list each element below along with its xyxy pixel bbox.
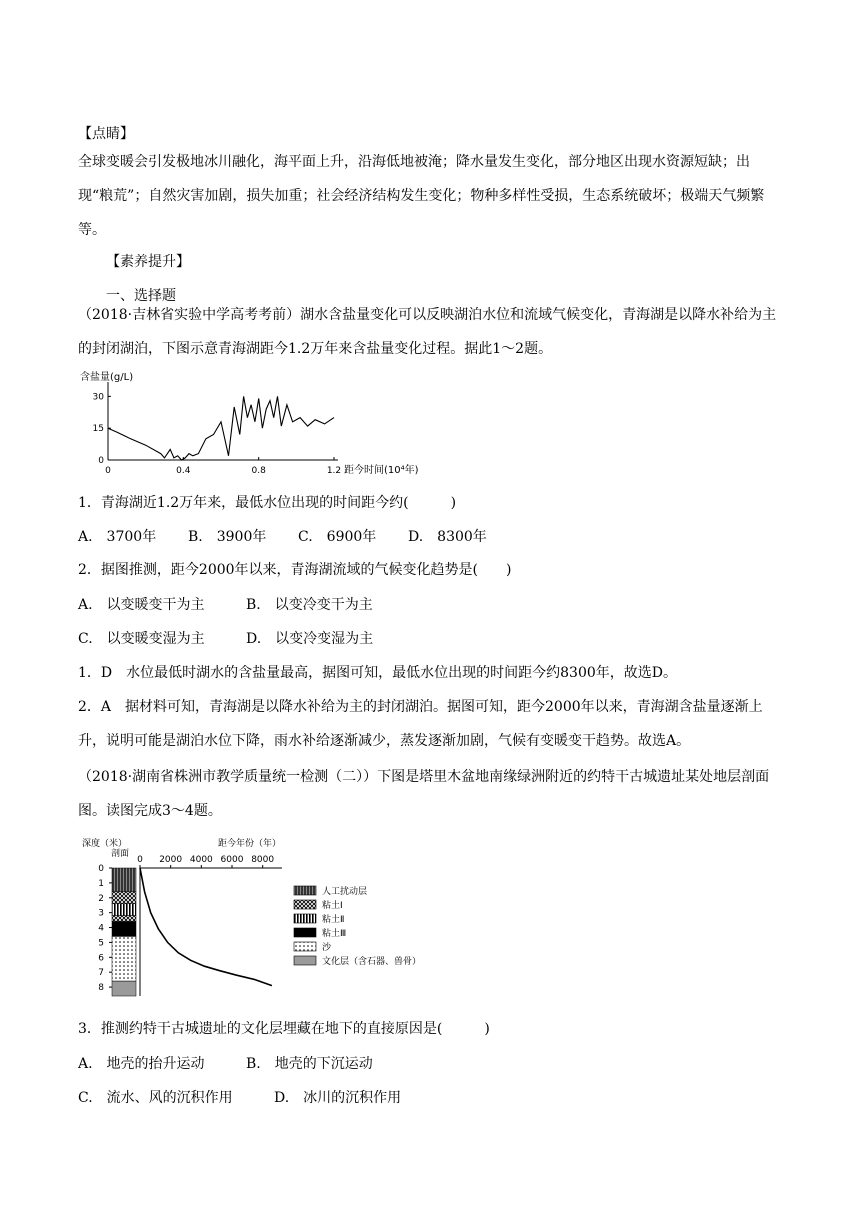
- chart2-legend-label: 文化层（含石器、兽骨）: [322, 957, 422, 967]
- q3-option-a: A. 地壳的抬升运动: [78, 1056, 205, 1072]
- q3-options-row2: [78, 1081, 784, 1115]
- chart2-y-tick-label: 5: [98, 938, 104, 949]
- chart1-salinity-line: [108, 396, 334, 460]
- chart2-y-tick-label: 4: [98, 923, 104, 934]
- chart2-profile-label: 剖面: [111, 849, 130, 859]
- chart2-legend-label: 粘土Ⅰ: [322, 901, 343, 911]
- chart1-x-tick-label: 0.4: [176, 466, 191, 476]
- chart2-legend-label: 沙: [322, 943, 332, 953]
- chart2-x-tick-label: 6000: [220, 855, 244, 865]
- chart2-profile-layer: [112, 936, 136, 981]
- chart2-legend-swatch: [294, 942, 316, 951]
- tip-heading: 【点睛】: [78, 126, 134, 142]
- q1-option-b: B. 3900年: [188, 529, 267, 545]
- section-heading: 【素养提升】: [106, 254, 190, 270]
- q1-options: [78, 520, 784, 554]
- chart2-x-tick-label: 8000: [251, 855, 275, 865]
- chart2-ylabel: 深度（米）: [82, 839, 128, 849]
- q2-option-b: B. 以变冷变干为主: [246, 597, 373, 613]
- salinity-chart: [78, 368, 438, 478]
- q2-options-row1: [78, 588, 784, 622]
- chart2-legend-swatch: [294, 928, 316, 937]
- chart2-profile-layer: [112, 892, 136, 904]
- answer-2: 2．A 据材料可知，青海湖是以降水补给为主的封闭湖泊。据图可知，距今2000年以来，青海湖含盐量逐渐上升，说明可能是湖泊水位下降，雨水补给逐渐减少，蒸发逐渐加剧，气候有变暖变干趋势。故选A。: [78, 699, 763, 749]
- stratigraphic-profile-chart: [78, 832, 458, 1007]
- q3-option-c: C. 流水、风的沉积作用: [78, 1090, 233, 1106]
- chart2-profile-layer: [112, 922, 136, 937]
- chart2-legend-swatch: [294, 900, 316, 909]
- q2-option-c: C. 以变暖变湿为主: [78, 631, 205, 647]
- chart2-y-tick-label: 0: [98, 864, 104, 874]
- chart2-legend-swatch: [294, 886, 316, 895]
- chart2-legend-label: 粘土Ⅱ: [322, 915, 345, 925]
- q2-option-d: D. 以变冷变湿为主: [246, 631, 374, 647]
- chart2-x-tick-label: 0: [137, 855, 143, 865]
- chart2-profile-layer: [112, 904, 136, 916]
- chart2-y-tick-label: 8: [98, 983, 104, 994]
- q3-option-d: D. 冰川的沉积作用: [274, 1090, 402, 1106]
- q3-stem: 3．推测约特干古城遗址的文化层埋藏在地下的直接原因是( ): [78, 1021, 490, 1037]
- chart2-y-tick-label: 6: [98, 953, 104, 964]
- chart2-legend-label: 粘土Ⅲ: [322, 929, 347, 939]
- q2-stem: 2．据图推测，距今2000年以来，青海湖流域的气候变化趋势是( ): [78, 562, 512, 578]
- chart2-title: 距今年份（年）: [218, 839, 282, 849]
- chart1-x-tick-label: 0.8: [251, 466, 266, 476]
- q3-option-b: B. 地壳的下沉运动: [246, 1056, 373, 1072]
- chart2-y-tick-label: 2: [98, 893, 104, 904]
- q3-options-row1: [78, 1047, 784, 1081]
- chart2-x-tick-label: 2000: [159, 855, 183, 865]
- chart1-y-tick-label: 30: [92, 392, 104, 403]
- section-subheading: 一、选择题: [106, 288, 176, 304]
- chart1-x-tick-label: 0: [105, 466, 111, 476]
- chart2-legend-swatch: [294, 956, 316, 965]
- chart2-profile-layer: [112, 916, 136, 922]
- chart2-y-tick-label: 1: [98, 878, 104, 889]
- chart2-profile-layer: [112, 981, 136, 996]
- chart1-ylabel: 含盐量(g/L): [80, 372, 134, 383]
- q2-option-a: A. 以变暖变干为主: [78, 597, 205, 613]
- q1-option-c: C. 6900年: [298, 529, 377, 545]
- chart1-x-tick-label: 1.2: [326, 466, 342, 476]
- q1-option-a: A. 3700年: [78, 529, 157, 545]
- chart2-y-tick-label: 7: [98, 968, 104, 979]
- q1-option-d: D. 8300年: [408, 529, 487, 545]
- chart2-y-ticks: [98, 864, 112, 993]
- chart2-burial-curve: [140, 868, 272, 986]
- tip-body: 全球变暖会引发极地冰川融化，海平面上升，沿海低地被淹；降水量发生变化，部分地区出现水资源短缺；出现“粮荒”；自然灾害加剧，损失加重；社会经济结构发生变化；物种多样性受损，生态系统破坏；极端天气频繁等。: [78, 154, 765, 238]
- answer-1: 1．D 水位最低时湖水的含盐量最高，据图可知，最低水位出现的时间距今约8300年，故选D。: [78, 665, 677, 681]
- passage-1: （2018·吉林省实验中学高考考前）湖水含盐量变化可以反映湖泊水位和流域气候变化，青海湖是以降水补给为主的封闭湖泊，下图示意青海湖距今1.2万年来含盐量变化过程。据此1～2题。: [78, 307, 777, 357]
- passage-2: （2018·湖南省株洲市教学质量统一检测（二））下图是塔里木盆地南缘绿洲附近的约特干古城遗址某处地层剖面图。读图完成3～4题。: [78, 769, 770, 819]
- chart2-legend-label: 人工扰动层: [322, 887, 368, 897]
- chart2-x-ticks: [137, 855, 274, 868]
- chart1-xlabel: 距今时间(10⁴年): [344, 465, 419, 476]
- chart2-y-tick-label: 3: [98, 908, 104, 919]
- chart1-y-tick-label: 0: [98, 456, 104, 466]
- chart2-x-tick-label: 4000: [189, 855, 213, 865]
- q2-options-row2: [78, 622, 784, 656]
- chart2-legend-swatch: [294, 914, 316, 923]
- chart2-profile-column: [112, 868, 136, 996]
- chart1-y-tick-label: 15: [92, 424, 104, 435]
- chart2-profile-layer: [112, 868, 136, 892]
- chart2-legend: [294, 885, 421, 967]
- q1-stem: 1．青海湖近1.2万年来，最低水位出现的时间距今约( ): [78, 495, 457, 511]
